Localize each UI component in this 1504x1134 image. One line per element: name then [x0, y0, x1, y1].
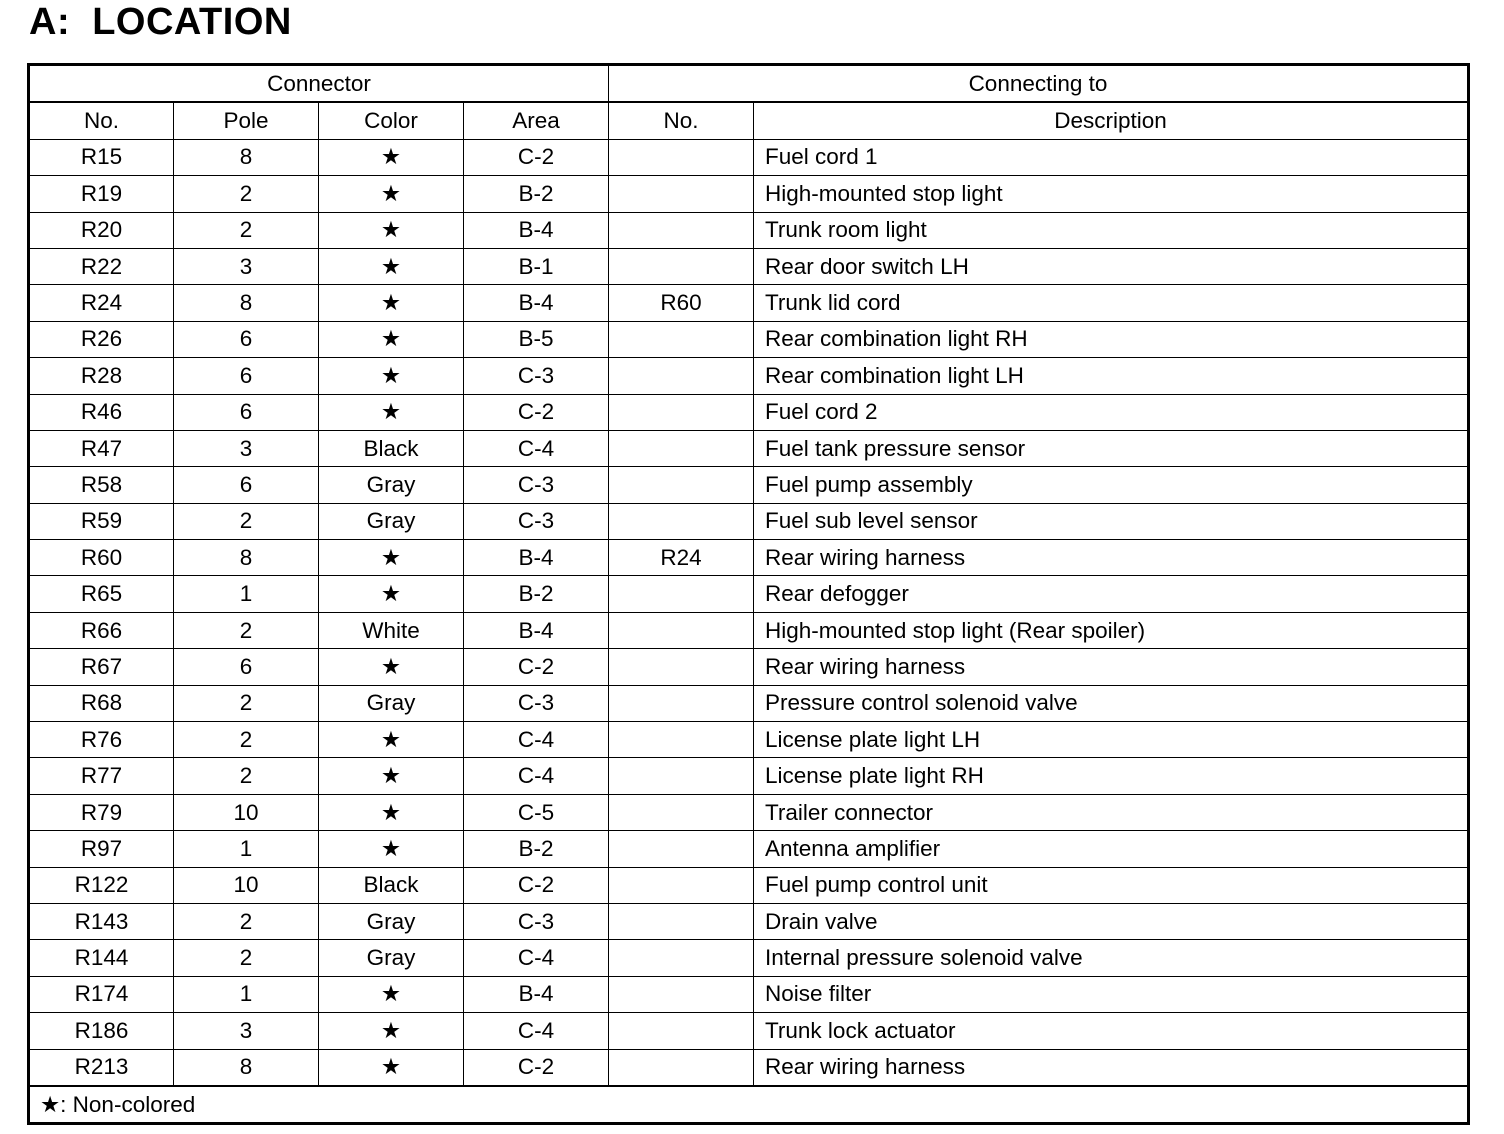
cell-connecting-no: [609, 685, 754, 721]
cell-connecting-no: [609, 576, 754, 612]
cell-color: ★: [319, 1013, 464, 1049]
cell-area: C-3: [464, 467, 609, 503]
cell-connector-no: R59: [29, 503, 174, 539]
cell-connecting-no: [609, 212, 754, 248]
cell-area: B-5: [464, 321, 609, 357]
cell-connector-no: R47: [29, 430, 174, 466]
cell-area: C-3: [464, 503, 609, 539]
cell-pole: 2: [174, 503, 319, 539]
cell-connector-no: R144: [29, 940, 174, 976]
cell-connecting-no: [609, 722, 754, 758]
cell-color: ★: [319, 176, 464, 212]
table-row: [29, 1049, 1469, 1086]
cell-pole: 6: [174, 467, 319, 503]
cell-connector-no: R213: [29, 1049, 174, 1086]
cell-description: Rear door switch LH: [754, 248, 1469, 284]
cell-area: C-3: [464, 903, 609, 939]
cell-description: Fuel pump control unit: [754, 867, 1469, 903]
cell-pole: 6: [174, 358, 319, 394]
cell-color: ★: [319, 285, 464, 321]
cell-color: Black: [319, 430, 464, 466]
cell-description: Fuel cord 1: [754, 139, 1469, 175]
cell-area: C-2: [464, 139, 609, 175]
cell-color: ★: [319, 212, 464, 248]
cell-color: Gray: [319, 503, 464, 539]
table-row: [29, 831, 1469, 867]
cell-area: B-4: [464, 212, 609, 248]
cell-pole: 8: [174, 285, 319, 321]
cell-color: ★: [319, 976, 464, 1012]
cell-pole: 8: [174, 1049, 319, 1086]
cell-description: Antenna amplifier: [754, 831, 1469, 867]
cell-pole: 8: [174, 540, 319, 576]
cell-description: Rear wiring harness: [754, 1049, 1469, 1086]
cell-area: C-3: [464, 358, 609, 394]
footnote-row: [29, 1086, 1469, 1124]
cell-color: ★: [319, 722, 464, 758]
table-row: [29, 794, 1469, 830]
table-row: [29, 1013, 1469, 1049]
table-row: [29, 212, 1469, 248]
cell-description: Rear combination light LH: [754, 358, 1469, 394]
cell-pole: 3: [174, 1013, 319, 1049]
cell-connecting-no: [609, 321, 754, 357]
cell-color: ★: [319, 831, 464, 867]
cell-description: Rear combination light RH: [754, 321, 1469, 357]
column-header-color: Color: [319, 102, 464, 139]
table-row: [29, 394, 1469, 430]
cell-connector-no: R58: [29, 467, 174, 503]
cell-description: Trunk lock actuator: [754, 1013, 1469, 1049]
cell-connecting-no: [609, 976, 754, 1012]
column-header-area: Area: [464, 102, 609, 139]
cell-connecting-no: [609, 867, 754, 903]
table-row: [29, 176, 1469, 212]
cell-area: B-4: [464, 612, 609, 648]
cell-connecting-no: [609, 139, 754, 175]
cell-connector-no: R76: [29, 722, 174, 758]
column-header-description: Description: [754, 102, 1469, 139]
cell-area: C-3: [464, 685, 609, 721]
cell-connecting-no: [609, 248, 754, 284]
cell-area: C-4: [464, 1013, 609, 1049]
cell-description: License plate light LH: [754, 722, 1469, 758]
cell-connecting-no: [609, 612, 754, 648]
cell-area: B-2: [464, 176, 609, 212]
table-row: [29, 430, 1469, 466]
cell-description: Fuel cord 2: [754, 394, 1469, 430]
cell-description: Rear defogger: [754, 576, 1469, 612]
cell-connector-no: R22: [29, 248, 174, 284]
table-row: [29, 503, 1469, 539]
cell-description: Fuel pump assembly: [754, 467, 1469, 503]
cell-description: High-mounted stop light (Rear spoiler): [754, 612, 1469, 648]
cell-connecting-no: [609, 176, 754, 212]
connecting-to-group-header: Connecting to: [609, 65, 1469, 103]
cell-color: Gray: [319, 467, 464, 503]
cell-area: B-1: [464, 248, 609, 284]
cell-pole: 1: [174, 576, 319, 612]
cell-color: Gray: [319, 903, 464, 939]
cell-connecting-no: R24: [609, 540, 754, 576]
cell-pole: 2: [174, 758, 319, 794]
cell-area: C-5: [464, 794, 609, 830]
cell-area: C-2: [464, 394, 609, 430]
table-row: [29, 540, 1469, 576]
table-row: [29, 248, 1469, 284]
cell-color: ★: [319, 139, 464, 175]
column-header-row: [29, 102, 1469, 139]
cell-area: C-4: [464, 758, 609, 794]
cell-connector-no: R143: [29, 903, 174, 939]
group-header-row: [29, 65, 1469, 103]
cell-pole: 2: [174, 612, 319, 648]
cell-pole: 6: [174, 649, 319, 685]
cell-pole: 1: [174, 831, 319, 867]
cell-area: C-2: [464, 867, 609, 903]
cell-connecting-no: [609, 758, 754, 794]
cell-description: Fuel sub level sensor: [754, 503, 1469, 539]
cell-connector-no: R68: [29, 685, 174, 721]
cell-connector-no: R66: [29, 612, 174, 648]
cell-description: Rear wiring harness: [754, 649, 1469, 685]
cell-color: ★: [319, 248, 464, 284]
page-title: A: LOCATION: [29, 1, 292, 43]
connector-group-header: Connector: [29, 65, 609, 103]
cell-description: Trunk room light: [754, 212, 1469, 248]
table-row: [29, 358, 1469, 394]
cell-pole: 2: [174, 685, 319, 721]
cell-area: C-4: [464, 430, 609, 466]
cell-color: Gray: [319, 940, 464, 976]
cell-pole: 3: [174, 430, 319, 466]
cell-description: Rear wiring harness: [754, 540, 1469, 576]
cell-description: Trailer connector: [754, 794, 1469, 830]
footnote: ★: Non-colored: [29, 1086, 1469, 1124]
cell-connecting-no: [609, 358, 754, 394]
location-table: [27, 63, 1470, 1125]
table-row: [29, 576, 1469, 612]
cell-area: C-2: [464, 1049, 609, 1086]
cell-connecting-no: [609, 467, 754, 503]
cell-color: ★: [319, 649, 464, 685]
cell-connector-no: R19: [29, 176, 174, 212]
cell-pole: 3: [174, 248, 319, 284]
table-row: [29, 903, 1469, 939]
cell-color: ★: [319, 358, 464, 394]
table-row: [29, 976, 1469, 1012]
cell-color: ★: [319, 540, 464, 576]
cell-description: License plate light RH: [754, 758, 1469, 794]
table-row: [29, 139, 1469, 175]
cell-area: B-4: [464, 976, 609, 1012]
cell-color: ★: [319, 794, 464, 830]
cell-connector-no: R15: [29, 139, 174, 175]
cell-pole: 2: [174, 176, 319, 212]
table-row: [29, 758, 1469, 794]
cell-description: Pressure control solenoid valve: [754, 685, 1469, 721]
cell-pole: 10: [174, 794, 319, 830]
column-header-connecting-no: No.: [609, 102, 754, 139]
cell-connecting-no: [609, 394, 754, 430]
cell-description: Internal pressure solenoid valve: [754, 940, 1469, 976]
cell-area: B-4: [464, 285, 609, 321]
cell-pole: 10: [174, 867, 319, 903]
cell-connector-no: R79: [29, 794, 174, 830]
column-header-pole: Pole: [174, 102, 319, 139]
cell-connector-no: R24: [29, 285, 174, 321]
cell-pole: 6: [174, 321, 319, 357]
cell-pole: 8: [174, 139, 319, 175]
cell-connector-no: R60: [29, 540, 174, 576]
table-body: [29, 139, 1469, 1086]
table-row: [29, 467, 1469, 503]
cell-connector-no: R77: [29, 758, 174, 794]
cell-connector-no: R67: [29, 649, 174, 685]
table-row: [29, 285, 1469, 321]
cell-connecting-no: [609, 794, 754, 830]
cell-connecting-no: [609, 940, 754, 976]
cell-connector-no: R65: [29, 576, 174, 612]
cell-description: Noise filter: [754, 976, 1469, 1012]
table-row: [29, 685, 1469, 721]
cell-connecting-no: [609, 503, 754, 539]
cell-description: Drain valve: [754, 903, 1469, 939]
cell-connector-no: R46: [29, 394, 174, 430]
cell-description: Fuel tank pressure sensor: [754, 430, 1469, 466]
cell-connector-no: R97: [29, 831, 174, 867]
cell-description: High-mounted stop light: [754, 176, 1469, 212]
cell-color: ★: [319, 1049, 464, 1086]
cell-connecting-no: [609, 831, 754, 867]
cell-color: White: [319, 612, 464, 648]
cell-connector-no: R26: [29, 321, 174, 357]
table-row: [29, 649, 1469, 685]
cell-color: ★: [319, 394, 464, 430]
cell-area: B-2: [464, 831, 609, 867]
cell-connector-no: R174: [29, 976, 174, 1012]
table-row: [29, 722, 1469, 758]
table-row: [29, 867, 1469, 903]
cell-color: ★: [319, 758, 464, 794]
cell-area: B-2: [464, 576, 609, 612]
cell-connecting-no: [609, 649, 754, 685]
table-row: [29, 940, 1469, 976]
cell-pole: 2: [174, 903, 319, 939]
cell-area: C-2: [464, 649, 609, 685]
cell-area: C-4: [464, 722, 609, 758]
cell-connector-no: R28: [29, 358, 174, 394]
cell-description: Trunk lid cord: [754, 285, 1469, 321]
cell-area: C-4: [464, 940, 609, 976]
cell-color: ★: [319, 321, 464, 357]
cell-connector-no: R122: [29, 867, 174, 903]
cell-connecting-no: [609, 903, 754, 939]
cell-connector-no: R186: [29, 1013, 174, 1049]
cell-connecting-no: [609, 1013, 754, 1049]
cell-pole: 1: [174, 976, 319, 1012]
table-row: [29, 612, 1469, 648]
cell-connecting-no: [609, 1049, 754, 1086]
cell-connecting-no: [609, 430, 754, 466]
cell-color: ★: [319, 576, 464, 612]
cell-area: B-4: [464, 540, 609, 576]
cell-pole: 6: [174, 394, 319, 430]
cell-color: Gray: [319, 685, 464, 721]
table-row: [29, 321, 1469, 357]
cell-connecting-no: R60: [609, 285, 754, 321]
cell-connector-no: R20: [29, 212, 174, 248]
cell-pole: 2: [174, 212, 319, 248]
cell-pole: 2: [174, 722, 319, 758]
cell-pole: 2: [174, 940, 319, 976]
column-header-no: No.: [29, 102, 174, 139]
cell-color: Black: [319, 867, 464, 903]
